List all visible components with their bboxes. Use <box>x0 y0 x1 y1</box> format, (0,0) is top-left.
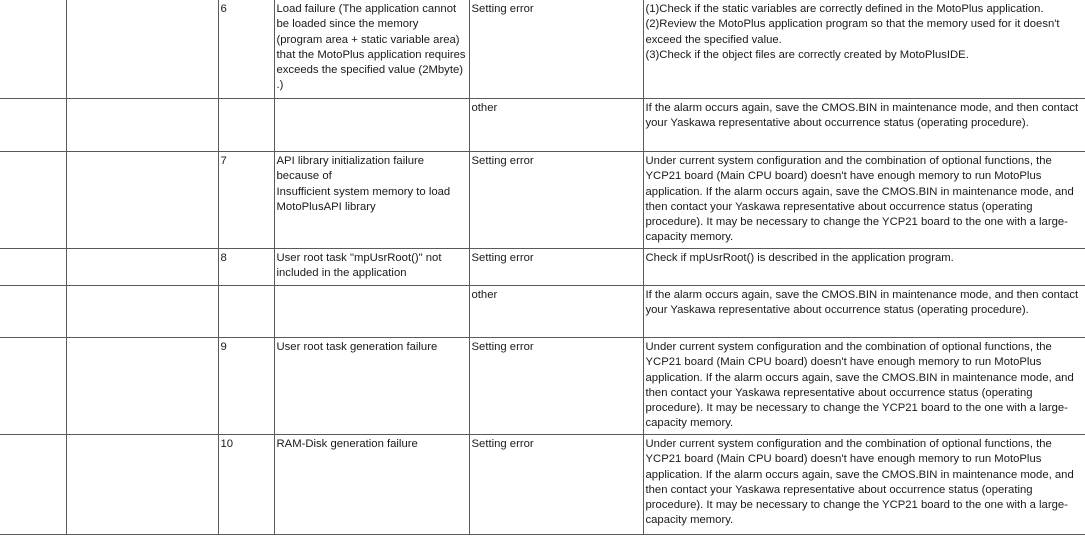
alarm-subcode-cell <box>218 435 274 535</box>
alarm-subcode-text: 8 <box>220 252 227 264</box>
cause-text: Setting error <box>471 155 534 167</box>
remedy-text: Under current system configuration and the combination of optional functions, the YCP21 board (Main CPU board) doesn't have enough memory to run MotoPlus application. If the alarm occurs again, save the CMOS.BIN in maintenance mode, and then contact your Yaskawa representative about occurrence status (operating procedure). It may be necessary to change the YCP21 board to the one with a large-capacity memory. <box>645 155 1074 244</box>
table-row <box>0 99 1085 152</box>
remedy-cell <box>643 99 1085 152</box>
cause-cell <box>469 338 643 435</box>
remedy-text: (1)Check if the static variables are correctly defined in the MotoPlus application. (2)Review the MotoPlus application program so that the memory used for it doesn't exceed the specified value. (3)Check if the object files are correctly created by MotoPlusIDE. <box>645 3 1060 61</box>
table-row <box>0 435 1085 535</box>
cause-cell <box>469 152 643 249</box>
blank-cell <box>0 338 66 435</box>
condition-text: Load failure (The application cannot be loaded since the memory (program area + static variable area) that the MotoPlus application requires exceeds the specified value (2Mbyte) .) <box>276 3 466 92</box>
cause-cell <box>469 286 643 338</box>
remedy-text: Under current system configuration and the combination of optional functions, the YCP21 board (Main CPU board) doesn't have enough memory to run MotoPlus application. If the alarm occurs again, save the CMOS.BIN in maintenance mode, and then contact your Yaskawa representative about occurrence status (operating procedure). It may be necessary to change the YCP21 board to the one with a large-capacity memory. <box>645 341 1074 430</box>
condition-cell <box>274 338 469 435</box>
condition-text: RAM-Disk generation failure <box>276 438 418 450</box>
alarm-subcode-text: 7 <box>220 155 227 167</box>
blank-cell <box>66 435 218 535</box>
condition-cell <box>274 435 469 535</box>
blank-cell <box>0 249 66 286</box>
blank-cell <box>0 435 66 535</box>
alarm-subcode-cell <box>218 249 274 286</box>
table-row <box>0 0 1085 99</box>
table-row <box>0 286 1085 338</box>
remedy-cell <box>643 286 1085 338</box>
blank-cell <box>66 99 218 152</box>
blank-cell <box>0 152 66 249</box>
blank-cell <box>66 152 218 249</box>
cause-text: Setting error <box>471 252 534 264</box>
condition-text: User root task generation failure <box>276 341 438 353</box>
condition-cell <box>274 249 469 286</box>
blank-cell <box>0 0 66 99</box>
cause-cell <box>469 249 643 286</box>
alarm-subcode-cell <box>218 152 274 249</box>
cause-text: Setting error <box>471 341 534 353</box>
condition-text: API library initialization failure because of Insufficient system memory to load MotoPlusAPI library <box>276 155 451 213</box>
blank-cell <box>66 338 218 435</box>
blank-cell <box>66 0 218 99</box>
remedy-cell <box>643 249 1085 286</box>
cause-text: Setting error <box>471 3 534 15</box>
alarm-subcode-cell <box>218 286 274 338</box>
alarm-subcode-text: 10 <box>220 438 234 450</box>
remedy-cell <box>643 152 1085 249</box>
remedy-text: Check if mpUsrRoot() is described in the application program. <box>645 252 954 264</box>
remedy-text: If the alarm occurs again, save the CMOS.BIN in maintenance mode, and then contact your Yaskawa representative about occurrence status (operating procedure). <box>645 102 1079 130</box>
condition-cell <box>274 152 469 249</box>
cause-text: Setting error <box>471 438 534 450</box>
condition-text: User root task "mpUsrRoot()" not included in the application <box>276 252 442 280</box>
cause-cell <box>469 435 643 535</box>
cause-text: other <box>471 289 498 301</box>
condition-cell <box>274 0 469 99</box>
cause-cell <box>469 99 643 152</box>
condition-cell <box>274 286 469 338</box>
alarm-subcode-cell <box>218 0 274 99</box>
table-row <box>0 152 1085 249</box>
alarm-subcode-text: 9 <box>220 341 227 353</box>
alarm-subcode-text: 6 <box>220 3 227 15</box>
alarm-subcode-cell <box>218 338 274 435</box>
alarm-subcode-cell <box>218 99 274 152</box>
remedy-cell <box>643 338 1085 435</box>
blank-cell <box>0 286 66 338</box>
blank-cell <box>66 286 218 338</box>
remedy-text: Under current system configuration and the combination of optional functions, the YCP21 board (Main CPU board) doesn't have enough memory to run MotoPlus application. If the alarm occurs again, save the CMOS.BIN in maintenance mode, and then contact your Yaskawa representative about occurrence status (operating procedure). It may be necessary to change the YCP21 board to the one with a large-capacity memory. <box>645 438 1074 527</box>
remedy-cell <box>643 0 1085 99</box>
blank-cell <box>66 249 218 286</box>
cause-cell <box>469 0 643 99</box>
table-row <box>0 249 1085 286</box>
table-row <box>0 338 1085 435</box>
condition-cell <box>274 99 469 152</box>
cause-text: other <box>471 102 498 114</box>
remedy-text: If the alarm occurs again, save the CMOS.BIN in maintenance mode, and then contact your Yaskawa representative about occurrence status (operating procedure). <box>645 289 1079 317</box>
blank-cell <box>0 99 66 152</box>
remedy-cell <box>643 435 1085 535</box>
